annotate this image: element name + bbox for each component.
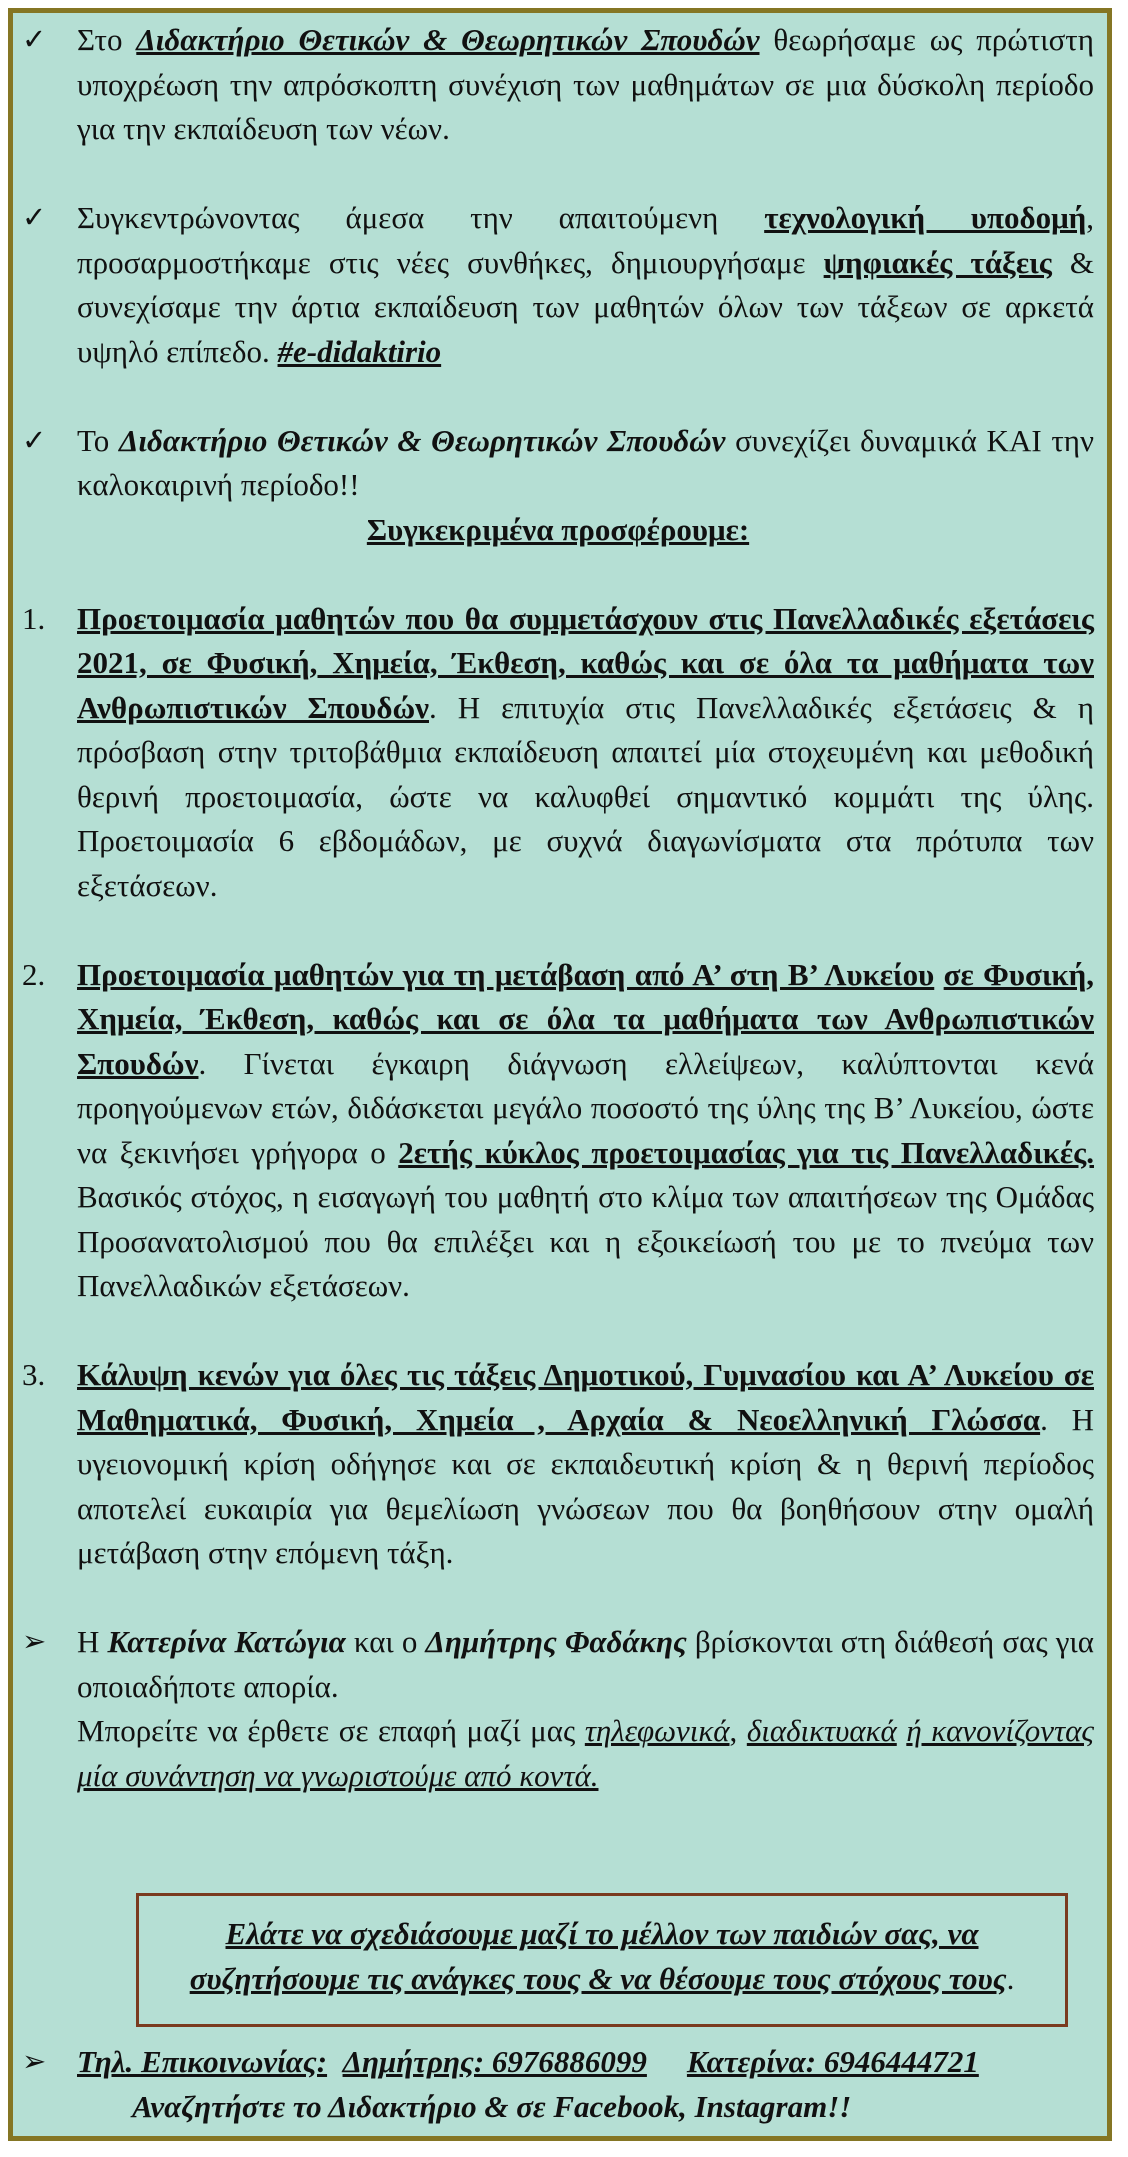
offer-title: Προετοιμασία μαθητών για τη μετάβαση από Α’ στη Β’ Λυκείου	[77, 956, 935, 992]
arrow-icon: ➢	[22, 2046, 47, 2078]
staff-text	[77, 1620, 1094, 1709]
org-name: Διδακτήριο Θετικών & Θεωρητικών Σπουδών	[136, 22, 760, 57]
contact-online: διαδικτυακά	[746, 1713, 897, 1748]
callout-box	[136, 1893, 1068, 2027]
contact-label: Τηλ. Επικοινωνίας:	[77, 2044, 328, 2079]
highlight-infrastructure: τεχνολογική υποδομή	[764, 200, 1087, 235]
arrow-icon: ➢	[22, 1626, 47, 1658]
callout-end: .	[1006, 1960, 1015, 1996]
offer-heading	[22, 508, 1094, 553]
offer-title: Προετοιμασία μαθητών που θα συμμετάσχουν στις Πανελλαδικές εξετάσεις 2021, σε Φυσική, Χημεία, Έκθεση, καθώς και σε όλα τα μαθήματα των Ανθρωπιστικών Σπουδών	[77, 600, 1094, 725]
staff-name: Κατερίνα Κατώγια	[107, 1624, 346, 1659]
contact-meeting: ή κανονίζοντας μία συνάντηση να γνωριστούμε από κοντά.	[77, 1713, 1094, 1793]
check-icon: ✓	[22, 202, 47, 234]
flyer-content	[22, 18, 1094, 1798]
phone-katerina: Κατερίνα: 6946444721	[686, 2044, 979, 2079]
text-segment: βρίσκονται στη διάθεσή σας για οποιαδήποτε απορία.	[77, 1624, 1094, 1704]
text-segment: συνεχίζει δυναμικά ΚΑΙ την καλοκαιρινή περίοδο!!	[77, 422, 1095, 502]
contact-phones-text	[77, 2040, 1094, 2085]
offer-text	[77, 953, 1094, 1309]
offer-description: . Η υγειονομική κρίση οδήγησε και σε εκπαιδευτική κρίση & η θερινή περίοδος αποτελεί ευκαιρία για θεμελίωση γνώσεων που θα βοηθήσουν στην ομαλή μετάβαση στην επόμενη τάξη.	[77, 1401, 1094, 1570]
bullet-continuation	[22, 18, 1094, 152]
staff-info	[22, 1620, 1094, 1798]
contact-section	[22, 2040, 1094, 2129]
bullet-infrastructure	[22, 196, 1094, 374]
offer-text	[77, 1353, 1094, 1576]
hashtag: #e-didaktirio	[277, 333, 442, 369]
offer-number: 3.	[22, 1357, 46, 1392]
staff-name: Δημήτρης Φαδάκης	[425, 1624, 687, 1659]
bullet-text	[77, 419, 1094, 508]
contact-phone: τηλεφωνικά	[584, 1713, 730, 1748]
text-segment: & συνεχίσαμε την άρτια εκπαίδευση των μαθητών όλων των τάξεων σε αρκετά υψηλό επίπεδο.	[77, 244, 1094, 369]
text-segment: και ο	[345, 1624, 426, 1659]
phone-dimitris: Δημήτρης: 6976886099	[342, 2044, 647, 2079]
org-name: Διδακτήριο Θετικών & Θεωρητικών Σπουδών	[118, 422, 726, 458]
offer-description: . Η επιτυχία στις Πανελλαδικές εξετάσεις & η πρόσβαση στην τριτοβάθμια εκπαίδευση απαιτεί μία στοχευμένη και μεθοδική θερινή προετοιμασία, ώστε να καλυφθεί σημαντικό κομμάτι της ύλης. Προετοιμασία 6 εβδομάδων, με συχνά διαγωνίσματα στα πρότυπα των εξετάσεων.	[77, 689, 1094, 903]
offer-title: Κάλυψη κενών για όλες τις τάξεις Δημοτικού, Γυμνασίου και Α’ Λυκείου σε Μαθηματικά, Φυσική, Χημεία , Αρχαία & Νεοελληνική Γλώσσα	[77, 1357, 1094, 1437]
offer-heading-text: Συγκεκριμένα προσφέρουμε:	[366, 511, 750, 547]
contact-methods	[77, 1709, 1094, 1798]
text-segment: θεωρήσαμε ως πρώτιστη υποχρέωση την απρόσκοπτη συνέχιση των μαθημάτων σε μια δύσκολη περίοδο για την εκπαίδευση των νέων.	[77, 22, 1094, 146]
offer-item-1	[22, 597, 1094, 909]
check-icon: ✓	[22, 424, 47, 457]
contact-phones	[22, 2040, 1094, 2085]
offer-text	[77, 597, 1094, 909]
text-segment: ,	[729, 1713, 747, 1748]
bullet-text	[77, 196, 1094, 374]
offer-cycle: 2ετής κύκλος προετοιμασίας για τις Πανελλαδικές.	[398, 1134, 1094, 1170]
offer-title-subjects: σε Φυσική, Χημεία, Έκθεση, καθώς και σε όλα τα μαθήματα των Ανθρωπιστικών Σπουδών	[77, 956, 1094, 1081]
text-segment: Στο	[77, 22, 137, 57]
check-icon: ✓	[22, 24, 47, 56]
text-segment: Η	[77, 1624, 108, 1659]
social-text: Αναζητήστε το Διδακτήριο & σε Facebook, Instagram!!	[132, 2088, 852, 2124]
offer-item-2	[22, 953, 1094, 1309]
offer-number: 2.	[22, 956, 46, 992]
offer-item-3	[22, 1353, 1094, 1576]
text-segment: , προσαρμοστήκαμε στις νέες συνθήκες, δημιουργήσαμε	[77, 200, 1094, 280]
text-segment	[897, 1713, 907, 1748]
bullet-summer	[22, 419, 1094, 508]
text-segment: Μπορείτε να έρθετε σε επαφή μαζί μας	[77, 1713, 585, 1748]
text-segment: Το	[77, 422, 119, 458]
offer-description: . Γίνεται έγκαιρη διάγνωση ελλείψεων, καλύπτονται κενά προηγούμενων ετών, διδάσκεται μεγάλο ποσοστό της ύλης της Β’ Λυκείου, ώστε να ξεκινήσει γρήγορα ο	[77, 1045, 1094, 1170]
offer-number: 1.	[22, 600, 46, 636]
bullet-text	[77, 18, 1094, 152]
text-segment: Συγκεντρώνοντας άμεσα την απαιτούμενη	[77, 200, 765, 235]
social-line	[22, 2085, 1094, 2130]
callout-text: Ελάτε να σχεδιάσουμε μαζί το μέλλον των παιδιών σας, να συζητήσουμε τις ανάγκες τους & να θέσουμε τους στόχους τους	[189, 1916, 1007, 1996]
offer-description: Βασικός στόχος, η εισαγωγή του μαθητή στο κλίμα των απαιτήσεων της Ομάδας Προσανατολισμού που θα επιλέξει και η εξοικείωσή του με το πνεύμα των Πανελλαδικών εξετάσεων.	[77, 1179, 1094, 1303]
highlight-digital-classes: ψηφιακές τάξεις	[823, 244, 1052, 280]
